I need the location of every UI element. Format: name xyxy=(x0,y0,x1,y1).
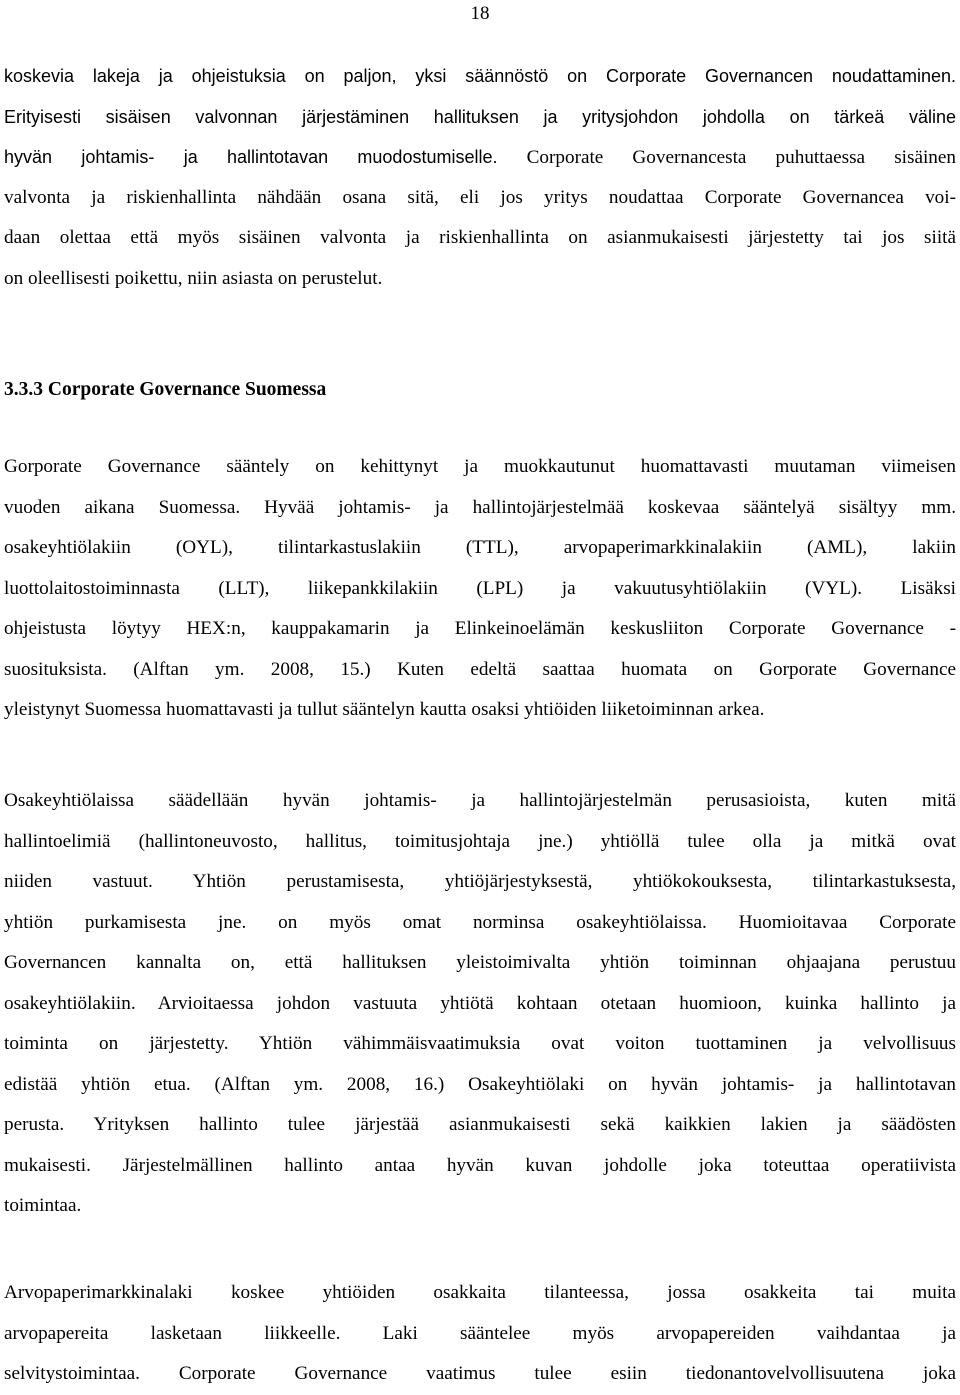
text-line: yhtiön purkamisesta jne. on myös omat norminsa osakeyhtiölaissa. Huomioitavaa Corporate xyxy=(4,911,956,933)
text-line: Erityisesti sisäisen valvonnan järjestäminen hallituksen ja yritysjohdon johdolla on tärkeä väline xyxy=(4,106,956,127)
text-line: toiminta on järjestetty. Yhtiön vähimmäisvaatimuksia ovat voiton tuottaminen ja velvollisuus xyxy=(4,1033,956,1054)
text-line: niiden vastuut. Yhtiön perustamisesta, yhtiöjärjestyksestä, yhtiökokouksesta, tilintarkastuksesta, xyxy=(4,871,956,892)
text-line: luottolaitostoiminnasta (LLT), liikepankkilakiin (LPL) ja vakuutusyhtiölakiin (VYL). Lisäksi xyxy=(4,577,956,599)
text-line: ohjeistusta löytyy HEX:n, kauppakamarin ja Elinkeinoelämän keskusliiton Corporate Governance - xyxy=(4,618,956,639)
text-line: valvonta ja riskienhallinta nähdään osana sitä, eli jos yritys noudattaa Corporate Governancea voi- xyxy=(4,186,956,208)
text-line: osakeyhtiölakiin (OYL), tilintarkastuslakiin (TTL), arvopaperimarkkinalakiin (AML), lakiin xyxy=(4,537,956,558)
text-segment: Corporate Governancesta puhuttaessa sisäinen xyxy=(497,147,957,168)
text-line: suosituksista. (Alftan ym. 2008, 15.) Kuten edeltä saattaa huomata on Gorporate Governance xyxy=(4,658,956,680)
text-line xyxy=(4,137,956,178)
section-heading: 3.3.3 Corporate Governance Suomessa xyxy=(4,379,327,400)
page-number: 18 xyxy=(470,3,490,24)
text-line: selvitystoimintaa. Corporate Governance vaatimus tulee esiin tiedonantovelvollisuutena joka xyxy=(4,1363,956,1384)
text-line: perusta. Yrityksen hallinto tulee järjestää asianmukaisesti sekä kaikkien lakien ja säädösten xyxy=(4,1114,956,1135)
text-line: arvopapereita lasketaan liikkeelle. Laki sääntelee myös arvopapereiden vaihdantaa ja xyxy=(4,1322,956,1344)
paragraph-internal-control xyxy=(4,56,956,299)
paragraph-companies-act xyxy=(4,781,956,1227)
text-line: osakeyhtiölakiin. Arvioitaessa johdon vastuuta yhtiötä kohtaan otetaan huomioon, kuinka hallinto ja xyxy=(4,992,956,1014)
text-line: daan olettaa että myös sisäinen valvonta ja riskienhallinta on asianmukaisesti järjestetty tai jos siitä xyxy=(4,227,956,248)
text-line: Arvopaperimarkkinalaki koskee yhtiöiden osakkaita tilanteessa, jossa osakkeita tai muita xyxy=(4,1282,956,1303)
paragraph-securities-markets-act xyxy=(4,1273,956,1395)
text-line: toimintaa. xyxy=(4,1195,82,1216)
paragraph-regulation-finland xyxy=(4,447,956,731)
text-line: yleistynyt Suomessa huomattavasti ja tullut sääntelyn kautta osaksi yhtiöiden liiketoiminnan arkea. xyxy=(4,699,765,720)
text-line: Osakeyhtiölaissa säädellään hyvän johtamis- ja hallintojärjestelmän perusasioista, kuten mitä xyxy=(4,790,956,811)
text-line: mukaisesti. Järjestelmällinen hallinto antaa hyvän kuvan johdolle joka toteuttaa operatiivista xyxy=(4,1154,956,1176)
text-line: Governancen kannalta on, että hallituksen yleistoimivalta yhtiön toiminnan ohjaajana perustuu xyxy=(4,952,956,973)
text-line: hallintoelimiä (hallintoneuvosto, hallitus, toimitusjohtaja jne.) yhtiöllä tulee olla ja mitkä ovat xyxy=(4,830,956,852)
text-line: on oleellisesti poikettu, niin asiasta on perustelut. xyxy=(4,267,383,289)
text-line: vuoden aikana Suomessa. Hyvää johtamis- ja hallintojärjestelmää koskevaa sääntelyä sisältyy mm. xyxy=(4,496,956,518)
text-line: edistää yhtiön etua. (Alftan ym. 2008, 16.) Osakeyhtiölaki on hyvän johtamis- ja hallintotavan xyxy=(4,1073,956,1095)
text-segment: hyvän johtamis- ja hallintotavan muodostumiselle. xyxy=(4,147,498,167)
text-line: koskevia lakeja ja ohjeistuksia on paljon, yksi säännöstö on Corporate Governancen noudattaminen. xyxy=(4,66,956,86)
text-line: Gorporate Governance sääntely on kehittynyt ja muokkautunut huomattavasti muutaman viimeisen xyxy=(4,456,956,477)
